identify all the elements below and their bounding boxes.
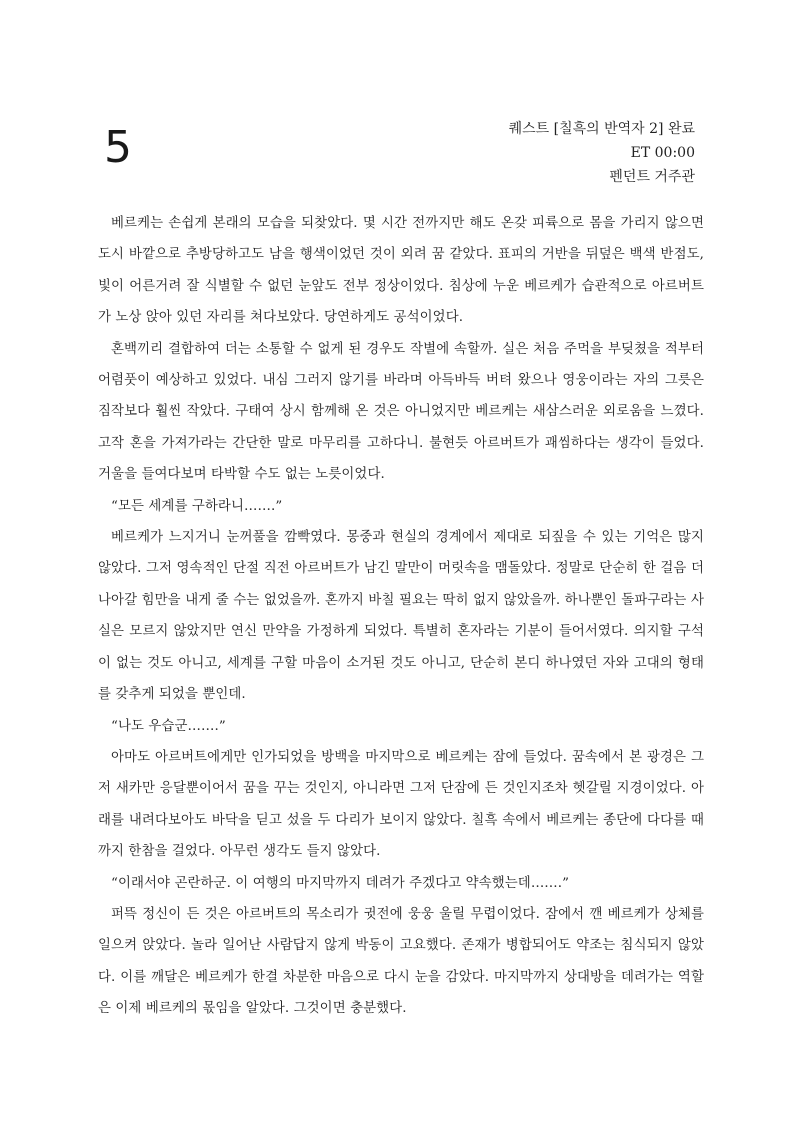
quest-status: 퀘스트 [칠흑의 반역자 2] 완료 bbox=[508, 121, 695, 137]
dialogue-line: “이래서야 곤란하군. 이 여행의 마지막까지 데려가 주겠다고 약속했는데…….” bbox=[111, 875, 570, 891]
paragraph: 베르케는 손쉽게 본래의 모습을 되찾았다. 몇 시간 전까지만 해도 온갖 피륙으로 몸을 가리지 않으면 도시 바깥으로 추방당하고도 남을 행색이었던 것이 외려 꿈 같았다. 표피의 거반을 뒤덮은 백색 반점도, 빛이 어른거려 잘 식별할 수 없던 눈앞도 전부 정상이었다. 침상에 누운 베르케가 습관적으로 아르버트가 노상 앉아 있던 자리를 쳐다보았다. 당연하게도 공석이었다. bbox=[98, 216, 704, 326]
time-stamp: ET 00:00 bbox=[630, 145, 695, 161]
location-label: 펜던트 거주관 bbox=[609, 169, 695, 185]
paragraph: 아마도 아르버트에게만 인가되었을 방백을 마지막으로 베르케는 잠에 들었다. 꿈속에서 본 광경은 그저 새카만 응달뿐이어서 꿈을 꾸는 것인지, 아니라면 그저 단잠에 든 것인지조차 헷갈릴 지경이었다. 아래를 내려다보아도 바닥을 딛고 섰을 두 다리가 보이지 않았다. 칠흑 속에서 베르케는 종단에 다다를 때까지 한참을 걸었다. 아무런 생각도 들지 않았다. bbox=[98, 749, 704, 860]
chapter-number: 5 bbox=[104, 122, 132, 173]
chapter-body bbox=[98, 208, 704, 1025]
dialogue-line: “나도 우습군…….” bbox=[111, 718, 226, 734]
dialogue-line: “모든 세계를 구하라니…….” bbox=[111, 498, 283, 514]
paragraph: 혼백끼리 결합하여 더는 소통할 수 없게 된 경우도 작별에 속할까. 실은 처음 주먹을 부딪쳤을 적부터 어렴풋이 예상하고 있었다. 내심 그러지 않기를 바라며 아득바득 버텨 왔으나 영웅이라는 자의 그릇은 짐작보다 훨씬 작았다. 구태여 상시 함께해 온 것은 아니었지만 베르케는 새삼스러운 외로움을 느꼈다. 고작 혼을 가져가라는 간단한 말로 마무리를 고하다니. 불현듯 아르버트가 괘씸하다는 생각이 들었다. 거울을 들여다보며 타박할 수도 없는 노릇이었다. bbox=[98, 341, 704, 483]
paragraph: 베르케가 느지거니 눈꺼풀을 깜빡였다. 몽중과 현실의 경계에서 제대로 되짚을 수 있는 기억은 많지 않았다. 그저 영속적인 단절 직전 아르버트가 남긴 말만이 머릿속을 맴돌았다. 정말로 단순히 한 걸음 더 나아갈 힘만을 내게 줄 수는 없었을까. 혼까지 바칠 필요는 딱히 없지 않았을까. 하나뿐인 돌파구라는 사실은 모르지 않았지만 연신 만약을 가정하게 되었다. 특별히 혼자라는 기분이 들어서였다. 의지할 구석이 없는 것도 아니고, 세계를 구할 마음이 소거된 것도 아니고, 단순히 본디 하나였던 자와 고대의 형태를 갖추게 되었을 뿐인데. bbox=[98, 530, 704, 703]
chapter-header-meta bbox=[509, 117, 695, 189]
paragraph: 퍼뜩 정신이 든 것은 아르버트의 목소리가 귓전에 웅웅 울릴 무렵이었다. 잠에서 깬 베르케가 상체를 일으켜 앉았다. 놀라 일어난 사람답지 않게 박동이 고요했다. 존재가 병합되어도 약조는 침식되지 않았다. 이를 깨달은 베르케가 한결 차분한 마음으로 다시 눈을 감았다. 마지막까지 상대방을 데려가는 역할은 이제 베르케의 몫임을 알았다. 그것이면 충분했다. bbox=[98, 906, 704, 1017]
